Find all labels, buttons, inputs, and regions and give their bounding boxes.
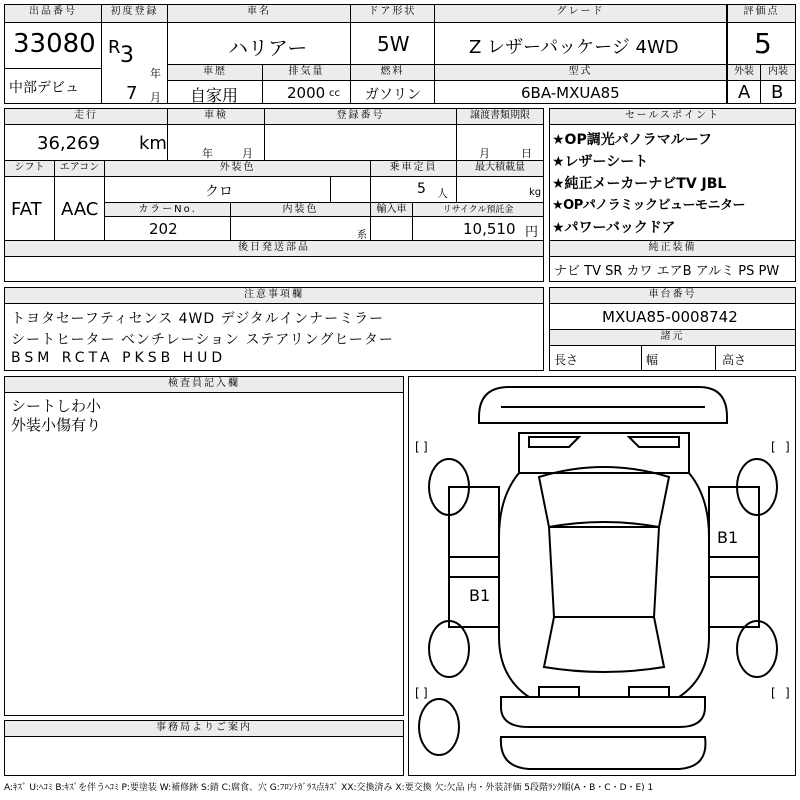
inspector-line: 外装小傷有り bbox=[11, 416, 102, 434]
load-label: 最大積載量 bbox=[457, 161, 543, 177]
first-reg-label: 初度登録 bbox=[102, 5, 168, 23]
width-label: 幅 bbox=[646, 353, 659, 367]
equipment-value: ナビ TV SR カワ エアB アルミ PS PW bbox=[554, 264, 780, 279]
int-value: B bbox=[771, 82, 784, 103]
fuel-value: ガソリン bbox=[351, 81, 435, 104]
notes-line: シートヒーター ベンチレーション ステアリングヒーター bbox=[11, 332, 394, 348]
shift-value: FAT bbox=[5, 177, 55, 241]
car-name-label: 車名 bbox=[168, 5, 351, 23]
displacement-label: 排気量 bbox=[263, 65, 351, 81]
fuel-label: 燃料 bbox=[351, 65, 435, 81]
recycle-label: リサイクル預託金 bbox=[413, 203, 543, 217]
length-box bbox=[550, 346, 642, 370]
office-label: 事務局よりご案内 bbox=[5, 721, 403, 737]
grade-label: グレード bbox=[435, 5, 727, 23]
sales-point: ★パワーバックドア bbox=[552, 220, 676, 236]
import-box bbox=[371, 217, 413, 241]
damage-mark: B1 bbox=[469, 586, 491, 605]
chassis-section bbox=[549, 287, 796, 371]
ac-value: AAC bbox=[55, 177, 105, 241]
car-name: ハリアー bbox=[168, 23, 351, 65]
reg-month: 7 bbox=[126, 83, 138, 104]
model-value: 6BA-MXUA85 bbox=[435, 81, 727, 104]
height-box bbox=[716, 346, 795, 370]
transfer-day-unit: 日 bbox=[521, 147, 532, 160]
length-label: 長さ bbox=[554, 353, 579, 367]
ac-label: エアコン bbox=[55, 161, 105, 177]
color-no-label: カラーNo. bbox=[105, 203, 231, 217]
recycle-value: 10,510 bbox=[463, 220, 516, 238]
mileage-unit: km bbox=[139, 133, 167, 154]
grade-value: Z レザーパッケージ 4WD bbox=[435, 23, 727, 65]
sales-label: セールスポイント bbox=[550, 109, 795, 125]
damage-mark: B1 bbox=[717, 528, 739, 547]
displacement-value: 2000 bbox=[287, 84, 326, 102]
sales-point: ★OP調光パノラマルーフ bbox=[552, 132, 713, 148]
transfer-box bbox=[457, 125, 543, 161]
int-label: 内装 bbox=[761, 65, 795, 81]
capacity-unit: 人 bbox=[437, 187, 448, 200]
equipment-label: 純正装備 bbox=[550, 241, 795, 257]
history-label: 車歴 bbox=[168, 65, 263, 81]
capacity-value: 5 bbox=[417, 181, 426, 197]
sales-points-section bbox=[549, 108, 796, 282]
regno-box bbox=[265, 125, 457, 161]
recycle-box bbox=[413, 217, 543, 241]
sales-point: ★OPパノラミックビューモニター bbox=[552, 198, 745, 213]
ext-label: 外装 bbox=[727, 65, 761, 81]
car-diagram bbox=[408, 376, 796, 776]
mileage-value: 36,269 bbox=[37, 133, 100, 154]
vehicle-info-section bbox=[4, 108, 544, 282]
month-unit: 月 bbox=[150, 91, 161, 104]
bracket-mark: ] bbox=[423, 440, 428, 454]
lot-label: 出品番号 bbox=[5, 5, 102, 23]
ext-color-label: 外装色 bbox=[105, 161, 371, 177]
int-color-box bbox=[231, 217, 371, 241]
reg-year: 3 bbox=[120, 43, 134, 68]
shift-label: シフト bbox=[5, 161, 55, 177]
bracket-mark: [ bbox=[415, 686, 420, 700]
ext-color-value: クロ bbox=[105, 177, 331, 203]
height-label: 高さ bbox=[722, 353, 747, 367]
inspection-box bbox=[168, 125, 265, 161]
notes-section bbox=[4, 287, 544, 371]
model-label: 型式 bbox=[435, 65, 727, 81]
bracket-mark: ] bbox=[785, 686, 790, 700]
bracket-mark: ] bbox=[785, 440, 790, 454]
sales-point: ★レザーシート bbox=[552, 154, 649, 170]
notes-label: 注意事項欄 bbox=[5, 288, 543, 304]
width-box bbox=[642, 346, 716, 370]
recycle-unit: 円 bbox=[525, 225, 539, 240]
mileage-box bbox=[5, 125, 168, 161]
score-label: 評価点 bbox=[727, 5, 795, 23]
mileage-label: 走行 bbox=[5, 109, 168, 125]
door-label: ドア形状 bbox=[351, 5, 435, 23]
footer-legend: A:ｷｽﾞ U:ﾍｺﾐ B:ｷｽﾞを伴うﾍｺﾐ P:要塗装 W:補修跡 S:錆 C:腐食、穴 G:ﾌﾛﾝﾄｶﾞﾗｽ点ｷｽﾞ XX:交換済み X:要交換 欠:欠品 内・外装評価 5段階ﾗﾝｸ順(A・B・C・D・E) 1 bbox=[4, 783, 654, 793]
int-color-label: 内装色 bbox=[231, 203, 371, 217]
insp-month-unit: 月 bbox=[242, 147, 253, 160]
lot-number: 33080 bbox=[5, 23, 102, 69]
later-parts-box bbox=[5, 257, 543, 281]
chassis-label: 車台番号 bbox=[550, 288, 795, 304]
displacement-box bbox=[263, 81, 351, 104]
notes-line: トヨタセーフティセンス 4WD デジタルインナーミラー bbox=[11, 311, 385, 327]
color-no-value: 202 bbox=[105, 217, 231, 241]
bracket-mark: [ bbox=[415, 440, 420, 454]
history-value: 自家用 bbox=[168, 81, 263, 104]
ext-color-blank bbox=[331, 177, 371, 203]
score-value: 5 bbox=[727, 23, 795, 65]
bracket-mark: [ bbox=[771, 440, 776, 454]
year-unit: 年 bbox=[150, 67, 161, 80]
door-value: 5W bbox=[351, 23, 435, 65]
displacement-unit: cc bbox=[329, 88, 340, 99]
transfer-label: 譲渡書類期限 bbox=[457, 109, 543, 125]
capacity-box bbox=[371, 177, 457, 203]
sales-list bbox=[550, 125, 795, 241]
sales-point: ★純正メーカーナビTV JBL bbox=[552, 176, 727, 192]
inspector-section bbox=[4, 376, 404, 716]
top-section bbox=[4, 4, 796, 104]
notes-line: BSM RCTA PKSB HUD bbox=[11, 350, 227, 366]
transfer-month-unit: 月 bbox=[479, 147, 490, 160]
bracket-mark: ] bbox=[423, 686, 428, 700]
ext-value: A bbox=[727, 81, 761, 104]
car-diagram-drawing bbox=[409, 377, 797, 777]
int-color-unit: 系 bbox=[357, 230, 367, 241]
first-reg-box bbox=[102, 23, 168, 104]
import-label: 輸入車 bbox=[371, 203, 413, 217]
debut-label: 中部デビュ bbox=[5, 69, 102, 104]
inspector-label: 検査員記入欄 bbox=[5, 377, 403, 393]
office-section bbox=[4, 720, 404, 776]
bracket-mark: [ bbox=[771, 686, 776, 700]
era: R bbox=[108, 37, 121, 58]
capacity-label: 乗車定員 bbox=[371, 161, 457, 177]
dims-label: 諸元 bbox=[550, 330, 795, 346]
load-unit: kg bbox=[529, 187, 542, 198]
inspector-line: シートしわ小 bbox=[11, 397, 102, 415]
insp-year-unit: 年 bbox=[202, 147, 213, 160]
load-box bbox=[457, 177, 543, 203]
inspection-label: 車検 bbox=[168, 109, 265, 125]
chassis-value: MXUA85-0008742 bbox=[550, 304, 795, 330]
regno-label: 登録番号 bbox=[265, 109, 457, 125]
later-parts-label: 後日発送部品 bbox=[5, 241, 543, 257]
